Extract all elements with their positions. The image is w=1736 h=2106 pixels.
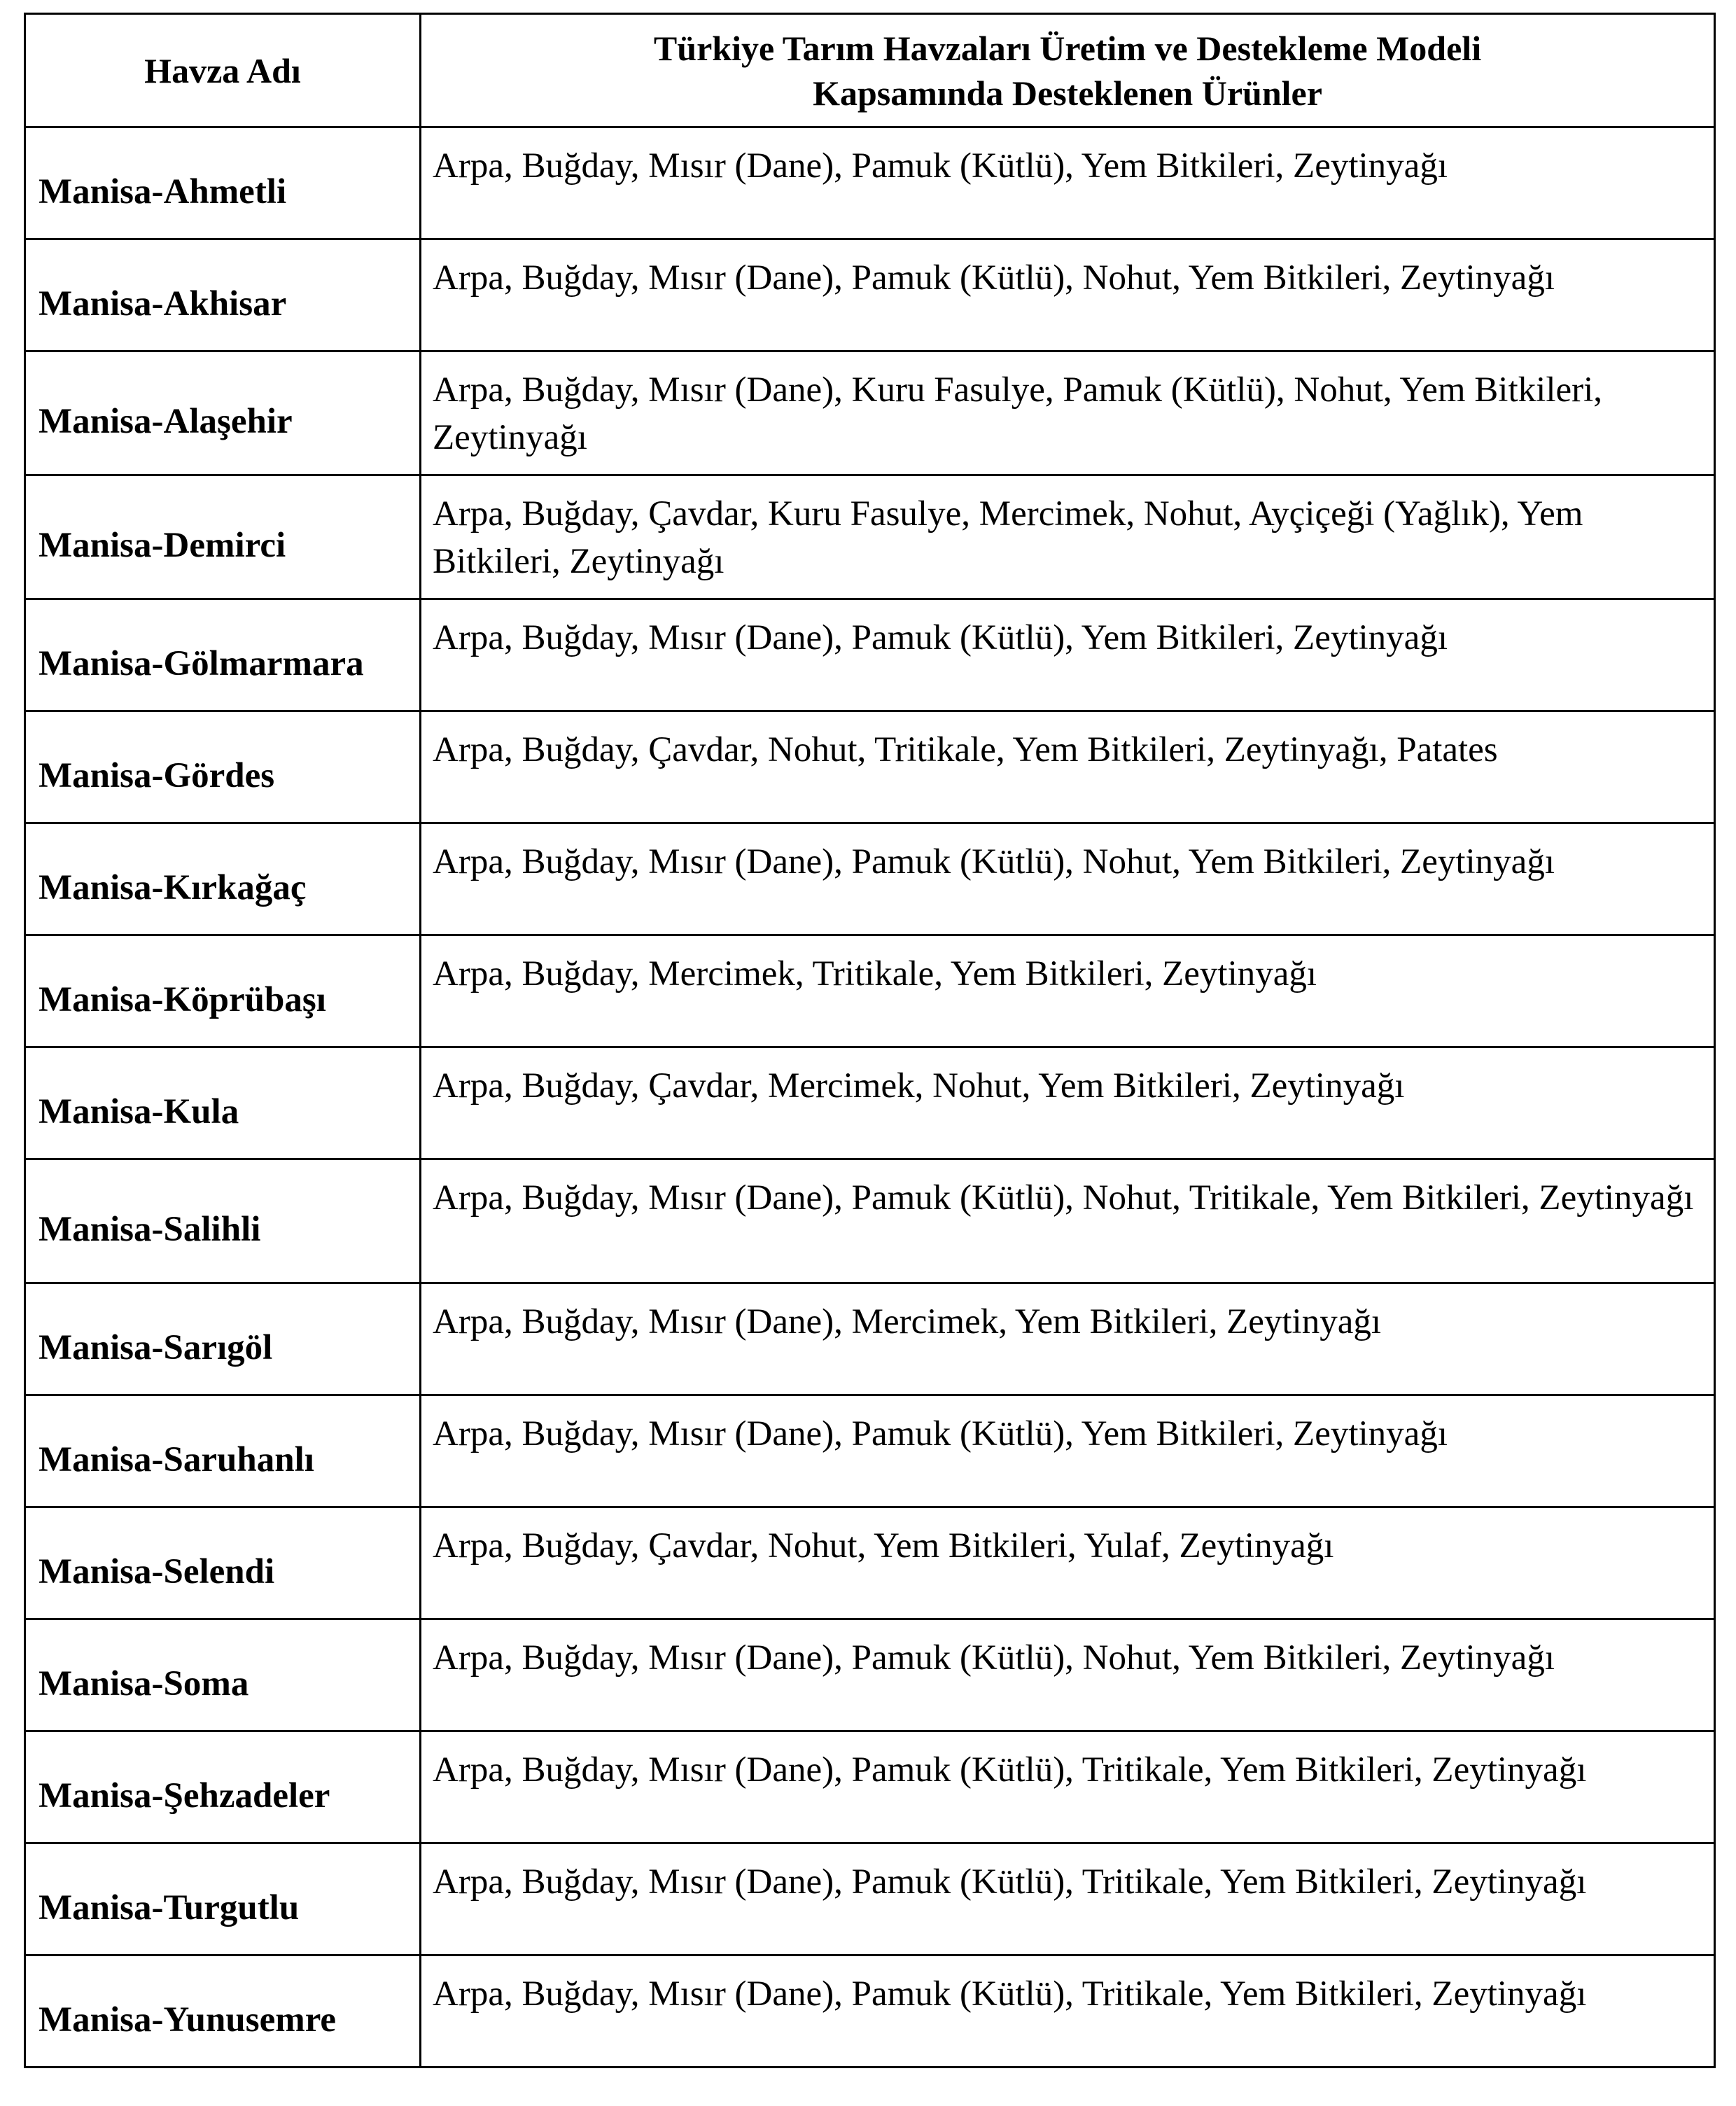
basin-name-cell (25, 1843, 421, 1955)
basin-name: Manisa-Şehzadeler (38, 1776, 330, 1815)
basin-name: Manisa-Salihli (38, 1210, 261, 1249)
products-cell: Arpa, Buğday, Mercimek, Tritikale, Yem Bitkileri, Zeytinyağı (421, 935, 1715, 1047)
basin-name-cell (25, 1731, 421, 1843)
basin-name-cell (25, 1159, 421, 1283)
table-row (25, 351, 1715, 475)
header-basin-name-label: Havza Adı (144, 50, 301, 90)
basin-name-cell (25, 239, 421, 351)
basin-products-table (24, 13, 1716, 2068)
table-row (25, 1283, 1715, 1395)
products-cell: Arpa, Buğday, Mısır (Dane), Pamuk (Kütlü), Tritikale, Yem Bitkileri, Zeytinyağı (421, 1955, 1715, 2067)
products-cell: Arpa, Buğday, Mısır (Dane), Kuru Fasulye, Pamuk (Kütlü), Nohut, Yem Bitkileri, Zeytinyağı (421, 351, 1715, 475)
products-cell: Arpa, Buğday, Mısır (Dane), Pamuk (Kütlü), Yem Bitkileri, Zeytinyağı (421, 127, 1715, 239)
products-cell: Arpa, Buğday, Mısır (Dane), Pamuk (Kütlü), Yem Bitkileri, Zeytinyağı (421, 599, 1715, 711)
basin-name: Manisa-Selendi (38, 1551, 275, 1591)
basin-name-cell (25, 475, 421, 599)
table-header-row (25, 14, 1715, 127)
header-supported-products (421, 14, 1715, 127)
basin-name: Manisa-Gördes (38, 755, 275, 795)
table-row (25, 935, 1715, 1047)
table-row (25, 823, 1715, 935)
table-row (25, 1731, 1715, 1843)
products-cell: Arpa, Buğday, Mısır (Dane), Pamuk (Kütlü), Nohut, Tritikale, Yem Bitkileri, Zeytinyağı (421, 1159, 1715, 1283)
table-row (25, 1955, 1715, 2067)
products-cell: Arpa, Buğday, Mısır (Dane), Pamuk (Kütlü), Nohut, Yem Bitkileri, Zeytinyağı (421, 239, 1715, 351)
basin-name-cell (25, 1283, 421, 1395)
basin-name: Manisa-Kırkağaç (38, 867, 307, 907)
table-row (25, 1619, 1715, 1731)
basin-name-cell (25, 127, 421, 239)
products-cell: Arpa, Buğday, Mısır (Dane), Pamuk (Kütlü), Yem Bitkileri, Zeytinyağı (421, 1395, 1715, 1507)
basin-name: Manisa-Saruhanlı (38, 1439, 314, 1479)
basin-name: Manisa-Sarıgöl (38, 1327, 273, 1367)
basin-name-cell (25, 823, 421, 935)
basin-name: Manisa-Kula (38, 1092, 239, 1131)
basin-name-cell (25, 711, 421, 823)
basin-name: Manisa-Yunusemre (38, 2000, 337, 2039)
basin-name: Manisa-Turgutlu (38, 1888, 300, 1927)
products-cell: Arpa, Buğday, Mısır (Dane), Mercimek, Yem Bitkileri, Zeytinyağı (421, 1283, 1715, 1395)
basin-name: Manisa-Demirci (38, 526, 286, 565)
basin-name: Manisa-Ahmetli (38, 172, 287, 211)
table-row (25, 1047, 1715, 1159)
table-row (25, 1507, 1715, 1619)
table-row (25, 475, 1715, 599)
basin-name: Manisa-Gölmarmara (38, 643, 364, 683)
products-cell: Arpa, Buğday, Çavdar, Mercimek, Nohut, Yem Bitkileri, Zeytinyağı (421, 1047, 1715, 1159)
table-row (25, 1843, 1715, 1955)
header-basin-name (25, 14, 421, 127)
header-products-line-1: Türkiye Tarım Havzaları Üretim ve Destekleme Modeli (653, 28, 1482, 68)
basin-name: Manisa-Soma (38, 1664, 249, 1703)
basin-name-cell (25, 935, 421, 1047)
basin-name-cell (25, 599, 421, 711)
table-row (25, 599, 1715, 711)
header-products-line-2: Kapsamında Desteklenen Ürünler (813, 73, 1322, 113)
basin-name: Manisa-Alaşehir (38, 402, 293, 441)
table-row (25, 711, 1715, 823)
basin-name: Manisa-Köprübaşı (38, 979, 326, 1019)
products-cell: Arpa, Buğday, Çavdar, Nohut, Yem Bitkileri, Yulaf, Zeytinyağı (421, 1507, 1715, 1619)
basin-name-cell (25, 351, 421, 475)
basin-name-cell (25, 1619, 421, 1731)
table-row (25, 1159, 1715, 1283)
basin-name-cell (25, 1047, 421, 1159)
table-row (25, 239, 1715, 351)
products-cell: Arpa, Buğday, Mısır (Dane), Pamuk (Kütlü), Nohut, Yem Bitkileri, Zeytinyağı (421, 1619, 1715, 1731)
basin-name: Manisa-Akhisar (38, 284, 287, 323)
basin-name-cell (25, 1395, 421, 1507)
table-row (25, 1395, 1715, 1507)
products-cell: Arpa, Buğday, Mısır (Dane), Pamuk (Kütlü), Tritikale, Yem Bitkileri, Zeytinyağı (421, 1843, 1715, 1955)
products-cell: Arpa, Buğday, Çavdar, Nohut, Tritikale, Yem Bitkileri, Zeytinyağı, Patates (421, 711, 1715, 823)
products-cell: Arpa, Buğday, Çavdar, Kuru Fasulye, Mercimek, Nohut, Ayçiçeği (Yağlık), Yem Bitkileri, Zeytinyağı (421, 475, 1715, 599)
table-row (25, 127, 1715, 239)
products-cell: Arpa, Buğday, Mısır (Dane), Pamuk (Kütlü), Tritikale, Yem Bitkileri, Zeytinyağı (421, 1731, 1715, 1843)
products-cell: Arpa, Buğday, Mısır (Dane), Pamuk (Kütlü), Nohut, Yem Bitkileri, Zeytinyağı (421, 823, 1715, 935)
basin-name-cell (25, 1507, 421, 1619)
basin-name-cell (25, 1955, 421, 2067)
